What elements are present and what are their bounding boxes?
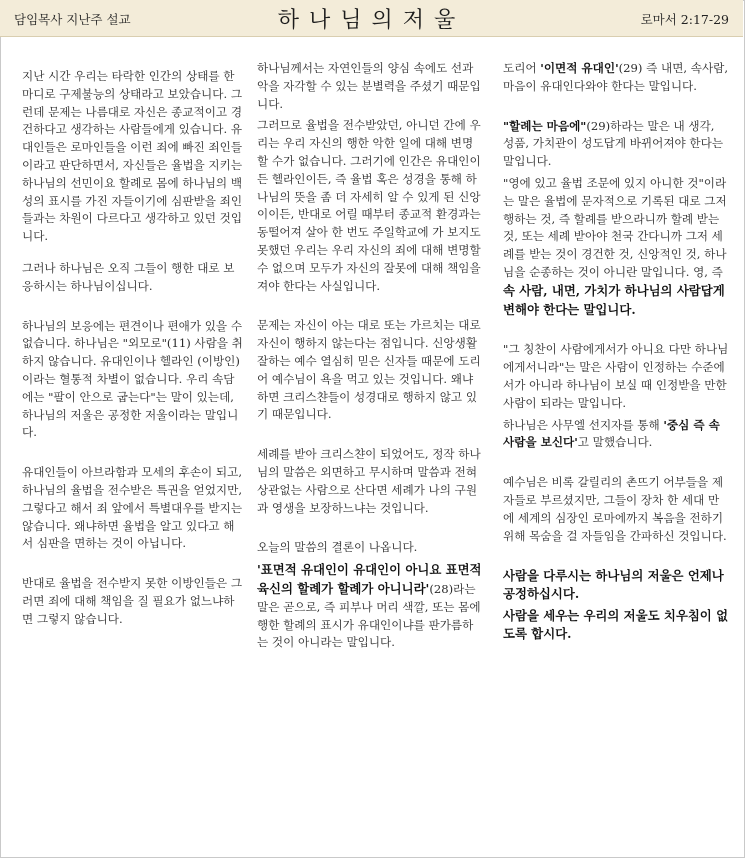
paragraph [503, 118, 729, 171]
paragraph: 문제는 자신이 아는 대로 또는 가르치는 대로 자신이 행하지 않는다는 점입니다. 신앙생활 잘하는 예수 열심히 믿은 신자들 때문에 도리어 예수님이 욕을 먹고 있는 것입니다. 왜냐하면 크리스챤들이 성경대로 행하지 않고 있기 때문입니다. [257, 318, 481, 422]
emphasis: '이면적 유대인' [540, 61, 619, 75]
emphasis: 속 사람, 내면, 가치가 하나님의 사람답게 변해야 한다는 말입니다. [503, 282, 725, 317]
closing-statement: 사람을 다루시는 하나님의 저울은 언제나 공정하십시다. [503, 568, 724, 602]
paragraph [503, 60, 729, 96]
sermon-title: 하나님의저울 [277, 8, 466, 33]
closing-statement: 사람을 세우는 우리의 저울도 치우침이 없도록 합시다. [503, 607, 729, 641]
paragraph: 세례를 받아 크리스챤이 되었어도, 정작 하나님의 말씀은 외면하고 무시하며 말씀과 전혀 상관없는 사람으로 산다면 세례가 나의 구원과 영생을 보장하느냐는 것입니다. [257, 447, 481, 515]
column-2 [257, 60, 483, 666]
paragraph: 반대로 율법을 전수받지 못한 이방인들은 그러면 죄에 대해 책임을 질 필요가 없느냐하면 그렇지 않습니다. [22, 576, 243, 626]
paragraph: 그러므로 율법을 전수받았던, 아니던 간에 우리는 우리 자신의 행한 악한 일에 대해 변명할 수가 없습니다. 그러기에 인간은 유대인이든 헬라인이든, 즉 율법 혹은 성경을 통해 하나님의 뜻을 좀 더 자세히 알 수 있게 된 신앙이이든, 반대로 어릴 때부터 종교적 환경과는 동떨어져 살아 한 번도 주일학교에 가 보지도 못했던 우리는 우리 자신의 죄에 대해 변명할 수 없으며 모두가 자신의 잘못에 대해 책임을 져야 한다는 사실입니다. [257, 118, 481, 293]
emphasis-quote: '표면적 유대인이 유대인이 아니요 표면적 육신의 할례가 할례가 아니니라' [257, 562, 482, 596]
paragraph: 하나님의 보응에는 편견이나 편애가 있을 수 없습니다. 하나님은 "외모로"(11) 사람을 취하지 않습니다. 유대인이나 헬라인 (이방인) 이라는 혈통적 차별이 없습니다. 우리 속담에는 "팔이 안으로 굽는다"는 말이 있는데, 하나님의 저울은 공정한 저울이라는 말입니다. [22, 318, 243, 440]
text-span: "영에 있고 율법 조문에 있지 아니한 것"이라는 말은 율법에 문자적으로 기록된 대로 그저 행하는 것, 즉 할례를 받으라니까 할례 받는 것, 또는 세례 받아야 천국 간다니까 그저 세례를 받는 것이 경건한 것, 신앙적인 것, 하나님을 순종하는 것이 아니란 말입니다. 영, 즉 [503, 175, 727, 279]
scripture-reference: 로마서 2:17-29 [640, 12, 729, 27]
header-bar [0, 0, 743, 37]
paragraph: 유대인들이 아브라함과 모세의 후손이 되고, 하나님의 율법을 전수받은 특권을 얻었지만, 그렇다고 해서 죄 앞에서 특별대우를 받지는 않습니다. 왜냐하면 율법을 알고 있다고 해서 심판을 면하는 것이 아닙니다. [22, 465, 243, 551]
text-span: (29) 즉 내면, 속사람, 마음이 유대인다와야 한다는 말입니다. [503, 61, 729, 93]
column-1 [22, 68, 244, 643]
emphasis: '중심 즉 속사람을 보신다' [503, 417, 720, 450]
paragraph [503, 175, 729, 319]
sermon-category: 담임목사 지난주 설교 [14, 12, 131, 27]
paragraph: 오늘의 말씀의 결론이 나옵니다. [257, 540, 418, 555]
paragraph: 그러나 하나님은 오직 그들이 행한 대로 보응하시는 하나님이십니다. [22, 260, 235, 293]
text-span: 고 말했습니다. [577, 435, 653, 450]
paragraph [503, 417, 729, 453]
paragraph: 하나님께서는 자연인들의 양심 속에도 선과 악을 자각할 수 있는 분별력을 주셨기 때문입니다. [257, 61, 481, 111]
text-span: (28)라는 말은 곧으로, 즉 피부나 머리 색깔, 또는 몸에 행한 할례의 표시가 유대인이냐를 판가름하는 것이 아니라는 말입니다. [257, 581, 481, 650]
text-span: 하나님은 사무엘 선지자를 통해 [503, 417, 664, 432]
text-span: (29)하라는 말은 내 생각, 성품, 가치관이 성도답게 바뀌어져야 한다는 말입니다. [503, 118, 724, 169]
text-span: 도리어 [503, 61, 541, 75]
column-3 [503, 60, 729, 657]
paragraph: 예수님은 비록 갈릴리의 촌뜨기 어부들을 제자들로 부르셨지만, 그들이 장차 한 세대 만에 세계의 심장인 로마에까지 복음을 전하기 위해 목숨을 걸 자들임을 간파하신 것입니다. [503, 475, 727, 543]
paragraph: "그 칭찬이 사람에게서가 아니요 다만 하나님에게서니라"는 말은 사람이 인정하는 수준에서가 아니라 하나님이 보실 때 인정받을 만한 사람이 되라는 말입니다. [503, 342, 729, 410]
paragraph: 지난 시간 우리는 타락한 인간의 상태를 한 마디로 구제불능의 상태라고 보았습니다. 그런데 문제는 나름대로 자신은 종교적이고 경건하다고 생각하는 사람들에게 있습니다. 유대인들은 로마인들을 이런 죄에 빠진 죄인들이라고 판단하면서, 자신들은 율법을 지키는 하나님의 선민이요 할례로 몸에 하나님의 백성의 표시를 가진 자들이기에 심판받을 죄인들과는 차원이 다르다고 생각하고 있던 것입니다. [22, 69, 243, 244]
paragraph [257, 561, 483, 652]
emphasis: "할례는 마음에" [503, 118, 587, 133]
